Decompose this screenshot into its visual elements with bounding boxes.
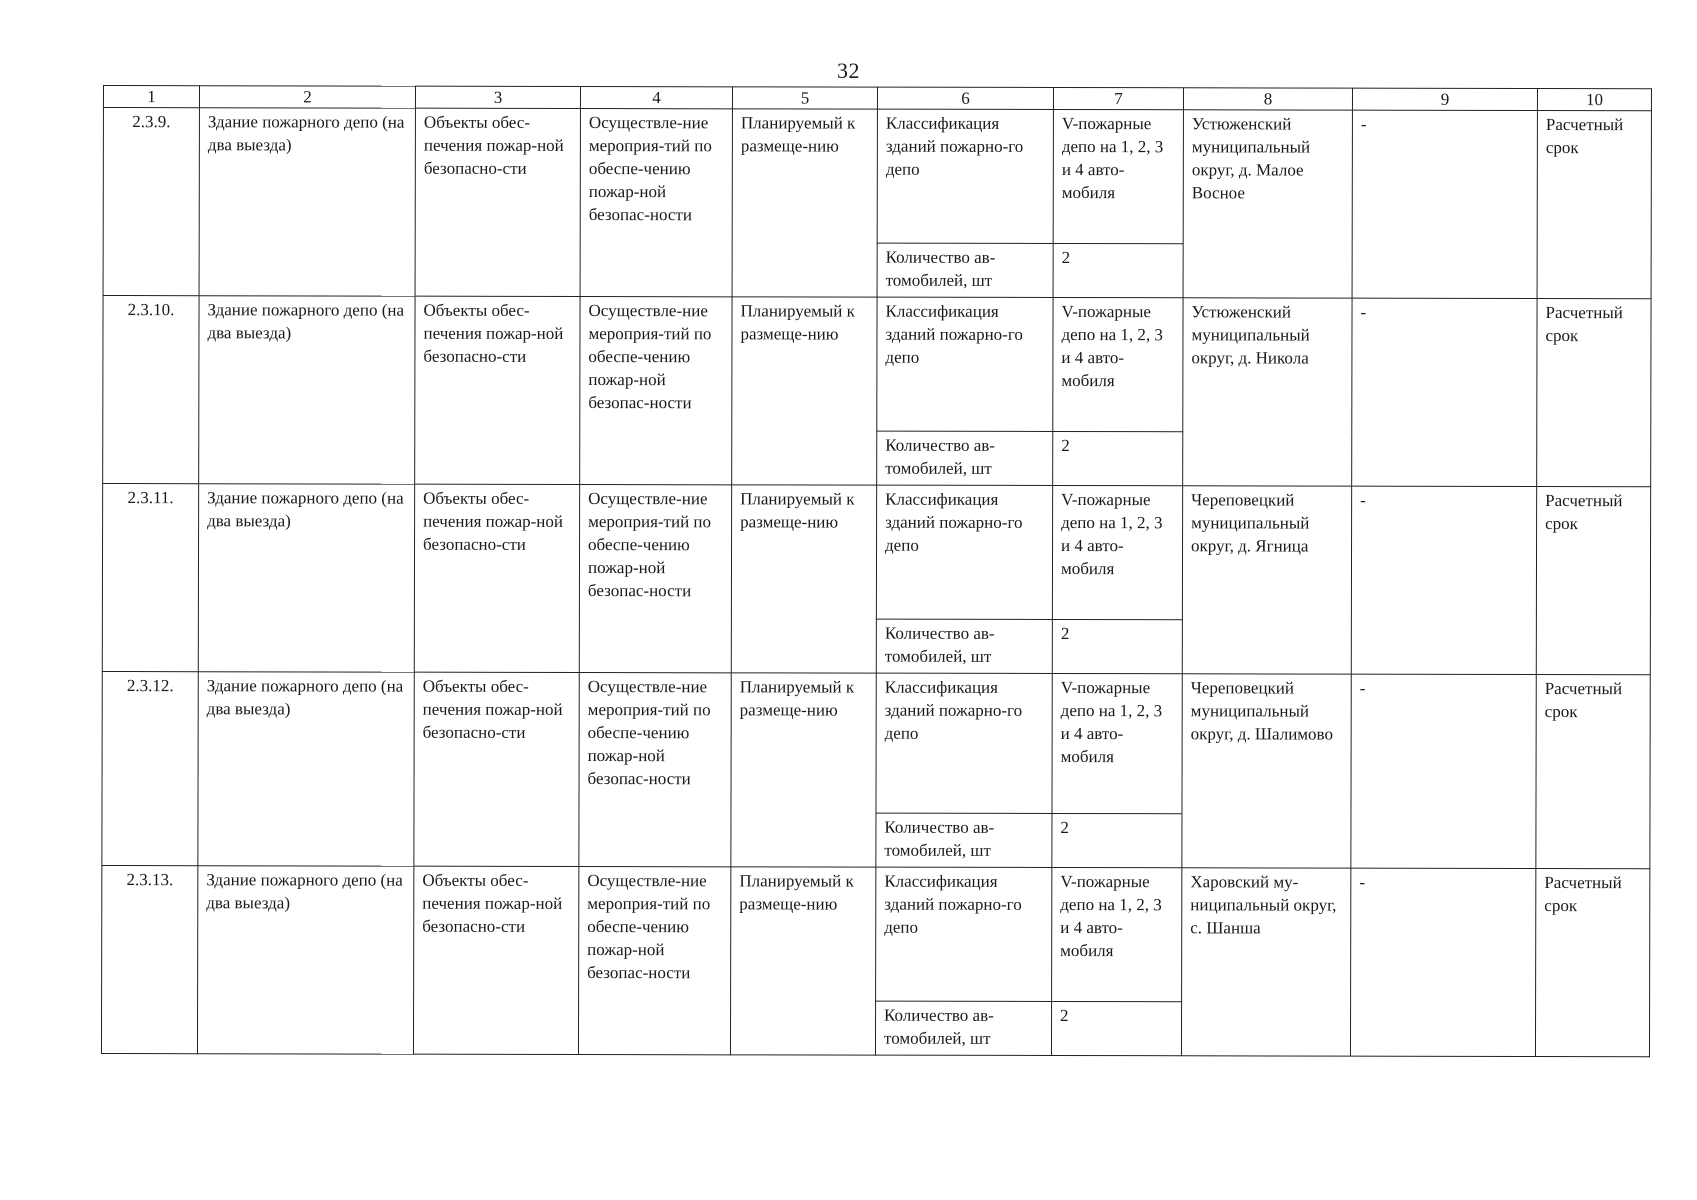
characteristic-value-cell: V-пожарные депо на 1, 2, 3 и 4 авто-мобиля [1052, 673, 1182, 813]
object-name-cell: Здание пожарного депо (на два выезда) [197, 866, 413, 1054]
row-number-cell: 2.3.10. [103, 296, 199, 484]
table-row [103, 108, 1651, 245]
row-number-cell: 2.3.13. [101, 865, 197, 1053]
object-status-cell: Планируемый к размеще-нию [732, 109, 877, 297]
row-number-cell: 2.3.9. [103, 108, 199, 296]
object-type-cell: Объекты обес-печения пожар-ной безопасно-сти [413, 866, 578, 1054]
column-number-row [103, 86, 1651, 111]
column-number: 9 [1352, 88, 1537, 110]
object-purpose-cell: Осуществле-ние мероприя-тий по обеспе-чению пожар-ной безопас-ности [579, 484, 731, 672]
characteristic-name-cell: Классификация зданий пожарно-го депо [877, 297, 1053, 431]
term-cell: Расчетный срок [1537, 299, 1651, 487]
object-purpose-cell: Осуществле-ние мероприя-тий по обеспе-чению пожар-ной безопас-ности [578, 866, 730, 1054]
location-cell: Устюженский муниципальный округ, д. Никола [1183, 298, 1352, 486]
characteristic-name-cell: Классификация зданий пожарно-го депо [876, 673, 1052, 813]
column-number: 8 [1183, 88, 1352, 110]
term-cell: Расчетный срок [1536, 487, 1650, 675]
characteristic-value-cell: 2 [1051, 1001, 1181, 1055]
object-type-cell: Объекты обес-печения пожар-ной безопасно-сти [415, 108, 580, 296]
characteristic-value-cell: 2 [1052, 813, 1182, 867]
characteristic-name-cell: Классификация зданий пожарно-го депо [876, 485, 1052, 619]
column-number: 1 [103, 86, 199, 108]
row-number-cell: 2.3.11. [102, 484, 198, 672]
location-cell: Череповецкий муниципальный округ, д. Шалимово [1182, 674, 1351, 868]
object-type-cell: Объекты обес-печения пожар-ной безопасно-сти [414, 484, 579, 672]
characteristic-name-cell: Количество ав-томобилей, шт [876, 813, 1052, 867]
characteristic-name-cell: Классификация зданий пожарно-го депо [876, 867, 1052, 1001]
page-number: 32 [837, 58, 860, 83]
object-name-cell: Здание пожарного депо (на два выезда) [199, 108, 415, 296]
characteristic-value-cell: V-пожарные депо на 1, 2, 3 и 4 авто-мобиля [1053, 297, 1183, 431]
object-name-cell: Здание пожарного депо (на два выезда) [198, 484, 414, 672]
characteristic-name-cell: Классификация зданий пожарно-го депо [877, 109, 1053, 243]
table-row [102, 865, 1650, 1002]
object-purpose-cell: Осуществле-ние мероприя-тий по обеспе-чению пожар-ной безопас-ности [580, 109, 732, 297]
object-type-cell: Объекты обес-печения пожар-ной безопасно-сти [415, 296, 580, 484]
characteristic-name-cell: Количество ав-томобилей, шт [876, 619, 1052, 673]
row-number-cell: 2.3.12. [102, 671, 198, 865]
zone-cell: - [1352, 298, 1537, 486]
zone-cell: - [1351, 674, 1536, 868]
characteristic-value-cell: V-пожарные депо на 1, 2, 3 и 4 авто-мобиля [1053, 109, 1183, 243]
table-row [103, 296, 1651, 433]
column-number: 4 [580, 87, 732, 109]
characteristic-name-cell: Количество ав-томобилей, шт [877, 431, 1053, 485]
zone-cell: - [1351, 486, 1536, 674]
object-name-cell: Здание пожарного депо (на два выезда) [199, 296, 415, 484]
object-status-cell: Планируемый к размеще-нию [731, 673, 876, 867]
table-row [102, 484, 1650, 621]
object-status-cell: Планируемый к размеще-нию [730, 867, 875, 1055]
object-purpose-cell: Осуществле-ние мероприя-тий по обеспе-чению пожар-ной безопас-ности [580, 296, 732, 484]
characteristic-value-cell: 2 [1053, 243, 1183, 297]
term-cell: Расчетный срок [1537, 111, 1651, 299]
table-row [102, 671, 1650, 814]
characteristic-value-cell: 2 [1053, 431, 1183, 485]
zone-cell: - [1350, 868, 1535, 1056]
zone-cell: - [1352, 110, 1537, 298]
location-cell: Харовский му-ниципальный округ, с. Шанша [1181, 868, 1350, 1056]
object-type-cell: Объекты обес-печения пожар-ной безопасно-сти [414, 672, 579, 866]
characteristic-value-cell: V-пожарные депо на 1, 2, 3 и 4 авто-мобиля [1052, 485, 1182, 619]
location-cell: Устюженский муниципальный округ, д. Малое Восное [1183, 110, 1352, 298]
characteristic-name-cell: Количество ав-томобилей, шт [877, 243, 1053, 297]
objects-table [101, 85, 1652, 1057]
term-cell: Расчетный срок [1535, 869, 1649, 1057]
table-body [101, 108, 1651, 1057]
column-number: 3 [415, 86, 580, 108]
object-purpose-cell: Осуществле-ние мероприя-тий по обеспе-чению пожар-ной безопас-ности [579, 672, 731, 866]
column-number: 6 [877, 87, 1053, 109]
object-status-cell: Планируемый к размеще-нию [731, 485, 876, 673]
column-number: 10 [1537, 89, 1651, 111]
object-name-cell: Здание пожарного депо (на два выезда) [198, 672, 414, 866]
characteristic-value-cell: V-пожарные депо на 1, 2, 3 и 4 авто-мобиля [1052, 867, 1182, 1001]
column-number: 7 [1053, 87, 1183, 109]
term-cell: Расчетный срок [1536, 675, 1650, 869]
location-cell: Череповецкий муниципальный округ, д. Ягница [1182, 486, 1351, 674]
object-status-cell: Планируемый к размеще-нию [732, 297, 877, 485]
column-number: 2 [199, 86, 415, 108]
characteristic-value-cell: 2 [1052, 619, 1182, 673]
column-number: 5 [732, 87, 877, 109]
characteristic-name-cell: Количество ав-томобилей, шт [875, 1001, 1051, 1055]
